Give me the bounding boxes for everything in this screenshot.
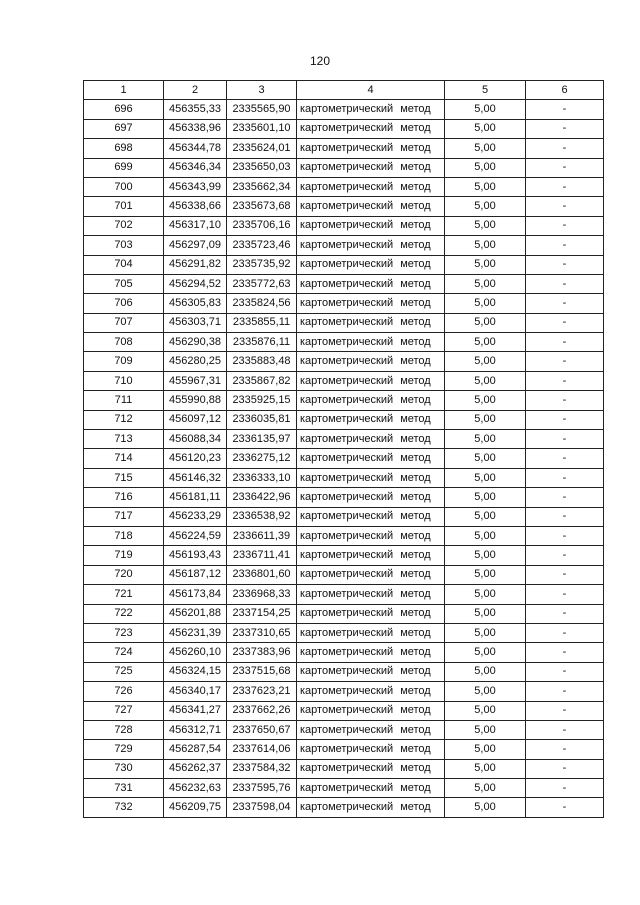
table-row — [84, 216, 604, 235]
y-coordinate-cell: 2335723,46 — [227, 236, 297, 255]
method-cell: картометрический метод — [297, 391, 445, 410]
method-cell: картометрический метод — [297, 430, 445, 449]
point-number-cell: 697 — [84, 119, 164, 138]
note-cell: - — [526, 371, 604, 390]
accuracy-cell: 5,00 — [445, 662, 526, 681]
accuracy-cell: 5,00 — [445, 449, 526, 468]
coordinates-table — [83, 80, 604, 818]
note-cell: - — [526, 236, 604, 255]
page-number: 120 — [309, 54, 331, 68]
note-cell: - — [526, 177, 604, 196]
table-body — [84, 100, 604, 817]
x-coordinate-cell: 456187,12 — [164, 565, 227, 584]
header-col-5: 5 — [445, 81, 526, 100]
x-coordinate-cell: 456232,63 — [164, 779, 227, 798]
table-row — [84, 468, 604, 487]
y-coordinate-cell: 2336333,10 — [227, 468, 297, 487]
table-row — [84, 682, 604, 701]
x-coordinate-cell: 456341,27 — [164, 701, 227, 720]
x-coordinate-cell: 455990,88 — [164, 391, 227, 410]
table-row — [84, 430, 604, 449]
header-col-3: 3 — [227, 81, 297, 100]
y-coordinate-cell: 2336968,33 — [227, 585, 297, 604]
point-number-cell: 713 — [84, 430, 164, 449]
x-coordinate-cell: 456338,66 — [164, 197, 227, 216]
point-number-cell: 729 — [84, 740, 164, 759]
table-row — [84, 371, 604, 390]
table-row — [84, 488, 604, 507]
y-coordinate-cell: 2337515,68 — [227, 662, 297, 681]
accuracy-cell: 5,00 — [445, 274, 526, 293]
x-coordinate-cell: 456340,17 — [164, 682, 227, 701]
note-cell: - — [526, 430, 604, 449]
table-row — [84, 759, 604, 778]
y-coordinate-cell: 2337154,25 — [227, 604, 297, 623]
method-cell: картометрический метод — [297, 585, 445, 604]
y-coordinate-cell: 2335867,82 — [227, 371, 297, 390]
method-cell: картометрический метод — [297, 740, 445, 759]
method-cell: картометрический метод — [297, 798, 445, 817]
note-cell: - — [526, 546, 604, 565]
x-coordinate-cell: 456297,09 — [164, 236, 227, 255]
method-cell: картометрический метод — [297, 255, 445, 274]
point-number-cell: 696 — [84, 100, 164, 119]
table-row — [84, 391, 604, 410]
point-number-cell: 731 — [84, 779, 164, 798]
method-cell: картометрический метод — [297, 197, 445, 216]
y-coordinate-cell: 2335601,10 — [227, 119, 297, 138]
y-coordinate-cell: 2335624,01 — [227, 139, 297, 158]
point-number-cell: 723 — [84, 623, 164, 642]
method-cell: картометрический метод — [297, 100, 445, 119]
table-row — [84, 526, 604, 545]
method-cell: картометрический метод — [297, 526, 445, 545]
accuracy-cell: 5,00 — [445, 410, 526, 429]
table-row — [84, 798, 604, 817]
note-cell: - — [526, 720, 604, 739]
method-cell: картометрический метод — [297, 294, 445, 313]
note-cell: - — [526, 274, 604, 293]
note-cell: - — [526, 468, 604, 487]
note-cell: - — [526, 682, 604, 701]
method-cell: картометрический метод — [297, 177, 445, 196]
point-number-cell: 711 — [84, 391, 164, 410]
method-cell: картометрический метод — [297, 236, 445, 255]
accuracy-cell: 5,00 — [445, 526, 526, 545]
point-number-cell: 712 — [84, 410, 164, 429]
y-coordinate-cell: 2337662,26 — [227, 701, 297, 720]
accuracy-cell: 5,00 — [445, 430, 526, 449]
y-coordinate-cell: 2335662,34 — [227, 177, 297, 196]
point-number-cell: 720 — [84, 565, 164, 584]
accuracy-cell: 5,00 — [445, 507, 526, 526]
y-coordinate-cell: 2336135,97 — [227, 430, 297, 449]
accuracy-cell: 5,00 — [445, 119, 526, 138]
y-coordinate-cell: 2335855,11 — [227, 313, 297, 332]
y-coordinate-cell: 2336035,81 — [227, 410, 297, 429]
accuracy-cell: 5,00 — [445, 352, 526, 371]
accuracy-cell: 5,00 — [445, 255, 526, 274]
accuracy-cell: 5,00 — [445, 779, 526, 798]
accuracy-cell: 5,00 — [445, 546, 526, 565]
method-cell: картометрический метод — [297, 333, 445, 352]
x-coordinate-cell: 456231,39 — [164, 623, 227, 642]
note-cell: - — [526, 216, 604, 235]
x-coordinate-cell: 456181,11 — [164, 488, 227, 507]
y-coordinate-cell: 2335824,56 — [227, 294, 297, 313]
y-coordinate-cell: 2336422,96 — [227, 488, 297, 507]
x-coordinate-cell: 456260,10 — [164, 643, 227, 662]
note-cell: - — [526, 798, 604, 817]
accuracy-cell: 5,00 — [445, 701, 526, 720]
x-coordinate-cell: 455967,31 — [164, 371, 227, 390]
method-cell: картометрический метод — [297, 720, 445, 739]
method-cell: картометрический метод — [297, 507, 445, 526]
point-number-cell: 726 — [84, 682, 164, 701]
x-coordinate-cell: 456343,99 — [164, 177, 227, 196]
note-cell: - — [526, 585, 604, 604]
point-number-cell: 717 — [84, 507, 164, 526]
method-cell: картометрический метод — [297, 623, 445, 642]
method-cell: картометрический метод — [297, 274, 445, 293]
accuracy-cell: 5,00 — [445, 740, 526, 759]
header-col-4: 4 — [297, 81, 445, 100]
note-cell: - — [526, 158, 604, 177]
table-row — [84, 623, 604, 642]
header-col-6: 6 — [526, 81, 604, 100]
table-header — [84, 81, 604, 100]
accuracy-cell: 5,00 — [445, 197, 526, 216]
point-number-cell: 703 — [84, 236, 164, 255]
note-cell: - — [526, 333, 604, 352]
note-cell: - — [526, 740, 604, 759]
note-cell: - — [526, 100, 604, 119]
method-cell: картометрический метод — [297, 565, 445, 584]
accuracy-cell: 5,00 — [445, 313, 526, 332]
y-coordinate-cell: 2335925,15 — [227, 391, 297, 410]
table-row — [84, 119, 604, 138]
y-coordinate-cell: 2336611,39 — [227, 526, 297, 545]
y-coordinate-cell: 2336275,12 — [227, 449, 297, 468]
note-cell: - — [526, 294, 604, 313]
table-row — [84, 546, 604, 565]
accuracy-cell: 5,00 — [445, 216, 526, 235]
table-row — [84, 585, 604, 604]
x-coordinate-cell: 456233,29 — [164, 507, 227, 526]
accuracy-cell: 5,00 — [445, 468, 526, 487]
point-number-cell: 724 — [84, 643, 164, 662]
x-coordinate-cell: 456146,32 — [164, 468, 227, 487]
table-row — [84, 197, 604, 216]
y-coordinate-cell: 2337310,65 — [227, 623, 297, 642]
point-number-cell: 702 — [84, 216, 164, 235]
y-coordinate-cell: 2336711,41 — [227, 546, 297, 565]
x-coordinate-cell: 456324,15 — [164, 662, 227, 681]
y-coordinate-cell: 2337650,67 — [227, 720, 297, 739]
method-cell: картометрический метод — [297, 352, 445, 371]
method-cell: картометрический метод — [297, 449, 445, 468]
method-cell: картометрический метод — [297, 468, 445, 487]
accuracy-cell: 5,00 — [445, 798, 526, 817]
accuracy-cell: 5,00 — [445, 565, 526, 584]
x-coordinate-cell: 456312,71 — [164, 720, 227, 739]
point-number-cell: 714 — [84, 449, 164, 468]
point-number-cell: 704 — [84, 255, 164, 274]
accuracy-cell: 5,00 — [445, 100, 526, 119]
note-cell: - — [526, 313, 604, 332]
header-col-2: 2 — [164, 81, 227, 100]
note-cell: - — [526, 139, 604, 158]
accuracy-cell: 5,00 — [445, 333, 526, 352]
method-cell: картометрический метод — [297, 643, 445, 662]
y-coordinate-cell: 2335735,92 — [227, 255, 297, 274]
point-number-cell: 707 — [84, 313, 164, 332]
x-coordinate-cell: 456291,82 — [164, 255, 227, 274]
point-number-cell: 705 — [84, 274, 164, 293]
method-cell: картометрический метод — [297, 604, 445, 623]
table-row — [84, 236, 604, 255]
table-row — [84, 779, 604, 798]
point-number-cell: 699 — [84, 158, 164, 177]
point-number-cell: 700 — [84, 177, 164, 196]
y-coordinate-cell: 2337598,04 — [227, 798, 297, 817]
method-cell: картометрический метод — [297, 139, 445, 158]
point-number-cell: 709 — [84, 352, 164, 371]
point-number-cell: 728 — [84, 720, 164, 739]
method-cell: картометрический метод — [297, 779, 445, 798]
note-cell: - — [526, 565, 604, 584]
x-coordinate-cell: 456262,37 — [164, 759, 227, 778]
note-cell: - — [526, 197, 604, 216]
accuracy-cell: 5,00 — [445, 177, 526, 196]
y-coordinate-cell: 2337595,76 — [227, 779, 297, 798]
y-coordinate-cell: 2335565,90 — [227, 100, 297, 119]
x-coordinate-cell: 456290,38 — [164, 333, 227, 352]
table-row — [84, 410, 604, 429]
table-row — [84, 294, 604, 313]
x-coordinate-cell: 456346,34 — [164, 158, 227, 177]
x-coordinate-cell: 456193,43 — [164, 546, 227, 565]
y-coordinate-cell: 2337383,96 — [227, 643, 297, 662]
point-number-cell: 710 — [84, 371, 164, 390]
note-cell: - — [526, 119, 604, 138]
table-row — [84, 701, 604, 720]
accuracy-cell: 5,00 — [445, 604, 526, 623]
x-coordinate-cell: 456201,88 — [164, 604, 227, 623]
y-coordinate-cell: 2336538,92 — [227, 507, 297, 526]
note-cell: - — [526, 507, 604, 526]
point-number-cell: 698 — [84, 139, 164, 158]
point-number-cell: 727 — [84, 701, 164, 720]
note-cell: - — [526, 526, 604, 545]
point-number-cell: 708 — [84, 333, 164, 352]
point-number-cell: 725 — [84, 662, 164, 681]
method-cell: картометрический метод — [297, 371, 445, 390]
x-coordinate-cell: 456303,71 — [164, 313, 227, 332]
accuracy-cell: 5,00 — [445, 585, 526, 604]
point-number-cell: 718 — [84, 526, 164, 545]
note-cell: - — [526, 701, 604, 720]
x-coordinate-cell: 456173,84 — [164, 585, 227, 604]
point-number-cell: 701 — [84, 197, 164, 216]
x-coordinate-cell: 456355,33 — [164, 100, 227, 119]
table-row — [84, 274, 604, 293]
x-coordinate-cell: 456280,25 — [164, 352, 227, 371]
accuracy-cell: 5,00 — [445, 158, 526, 177]
x-coordinate-cell: 456224,59 — [164, 526, 227, 545]
table-row — [84, 507, 604, 526]
method-cell: картометрический метод — [297, 759, 445, 778]
x-coordinate-cell: 456209,75 — [164, 798, 227, 817]
point-number-cell: 706 — [84, 294, 164, 313]
table-row — [84, 604, 604, 623]
x-coordinate-cell: 456294,52 — [164, 274, 227, 293]
note-cell: - — [526, 779, 604, 798]
note-cell: - — [526, 449, 604, 468]
y-coordinate-cell: 2335650,03 — [227, 158, 297, 177]
x-coordinate-cell: 456088,34 — [164, 430, 227, 449]
accuracy-cell: 5,00 — [445, 643, 526, 662]
table-row — [84, 565, 604, 584]
table-row — [84, 255, 604, 274]
table-row — [84, 449, 604, 468]
accuracy-cell: 5,00 — [445, 371, 526, 390]
point-number-cell: 722 — [84, 604, 164, 623]
method-cell: картометрический метод — [297, 119, 445, 138]
table-row — [84, 662, 604, 681]
y-coordinate-cell: 2335876,11 — [227, 333, 297, 352]
header-row — [84, 81, 604, 100]
note-cell: - — [526, 623, 604, 642]
method-cell: картометрический метод — [297, 662, 445, 681]
x-coordinate-cell: 456097,12 — [164, 410, 227, 429]
table-row — [84, 177, 604, 196]
table-row — [84, 100, 604, 119]
point-number-cell: 730 — [84, 759, 164, 778]
accuracy-cell: 5,00 — [445, 391, 526, 410]
table-row — [84, 333, 604, 352]
y-coordinate-cell: 2337614,06 — [227, 740, 297, 759]
x-coordinate-cell: 456120,23 — [164, 449, 227, 468]
y-coordinate-cell: 2337623,21 — [227, 682, 297, 701]
x-coordinate-cell: 456305,83 — [164, 294, 227, 313]
note-cell: - — [526, 255, 604, 274]
point-number-cell: 716 — [84, 488, 164, 507]
method-cell: картометрический метод — [297, 410, 445, 429]
note-cell: - — [526, 352, 604, 371]
table-row — [84, 643, 604, 662]
accuracy-cell: 5,00 — [445, 623, 526, 642]
y-coordinate-cell: 2335673,68 — [227, 197, 297, 216]
y-coordinate-cell: 2335772,63 — [227, 274, 297, 293]
note-cell: - — [526, 604, 604, 623]
y-coordinate-cell: 2335883,48 — [227, 352, 297, 371]
point-number-cell: 715 — [84, 468, 164, 487]
method-cell: картометрический метод — [297, 488, 445, 507]
y-coordinate-cell: 2336801,60 — [227, 565, 297, 584]
y-coordinate-cell: 2335706,16 — [227, 216, 297, 235]
x-coordinate-cell: 456317,10 — [164, 216, 227, 235]
note-cell: - — [526, 643, 604, 662]
accuracy-cell: 5,00 — [445, 759, 526, 778]
accuracy-cell: 5,00 — [445, 236, 526, 255]
y-coordinate-cell: 2337584,32 — [227, 759, 297, 778]
point-number-cell: 721 — [84, 585, 164, 604]
method-cell: картометрический метод — [297, 546, 445, 565]
table-row — [84, 740, 604, 759]
note-cell: - — [526, 488, 604, 507]
note-cell: - — [526, 391, 604, 410]
x-coordinate-cell: 456344,78 — [164, 139, 227, 158]
method-cell: картометрический метод — [297, 701, 445, 720]
method-cell: картометрический метод — [297, 682, 445, 701]
note-cell: - — [526, 759, 604, 778]
x-coordinate-cell: 456287,54 — [164, 740, 227, 759]
method-cell: картометрический метод — [297, 158, 445, 177]
accuracy-cell: 5,00 — [445, 139, 526, 158]
point-number-cell: 719 — [84, 546, 164, 565]
table-row — [84, 139, 604, 158]
accuracy-cell: 5,00 — [445, 294, 526, 313]
accuracy-cell: 5,00 — [445, 682, 526, 701]
table-row — [84, 720, 604, 739]
header-col-1: 1 — [84, 81, 164, 100]
note-cell: - — [526, 410, 604, 429]
point-number-cell: 732 — [84, 798, 164, 817]
x-coordinate-cell: 456338,96 — [164, 119, 227, 138]
table-row — [84, 313, 604, 332]
accuracy-cell: 5,00 — [445, 488, 526, 507]
method-cell: картометрический метод — [297, 313, 445, 332]
table-row — [84, 352, 604, 371]
accuracy-cell: 5,00 — [445, 720, 526, 739]
method-cell: картометрический метод — [297, 216, 445, 235]
note-cell: - — [526, 662, 604, 681]
table-row — [84, 158, 604, 177]
